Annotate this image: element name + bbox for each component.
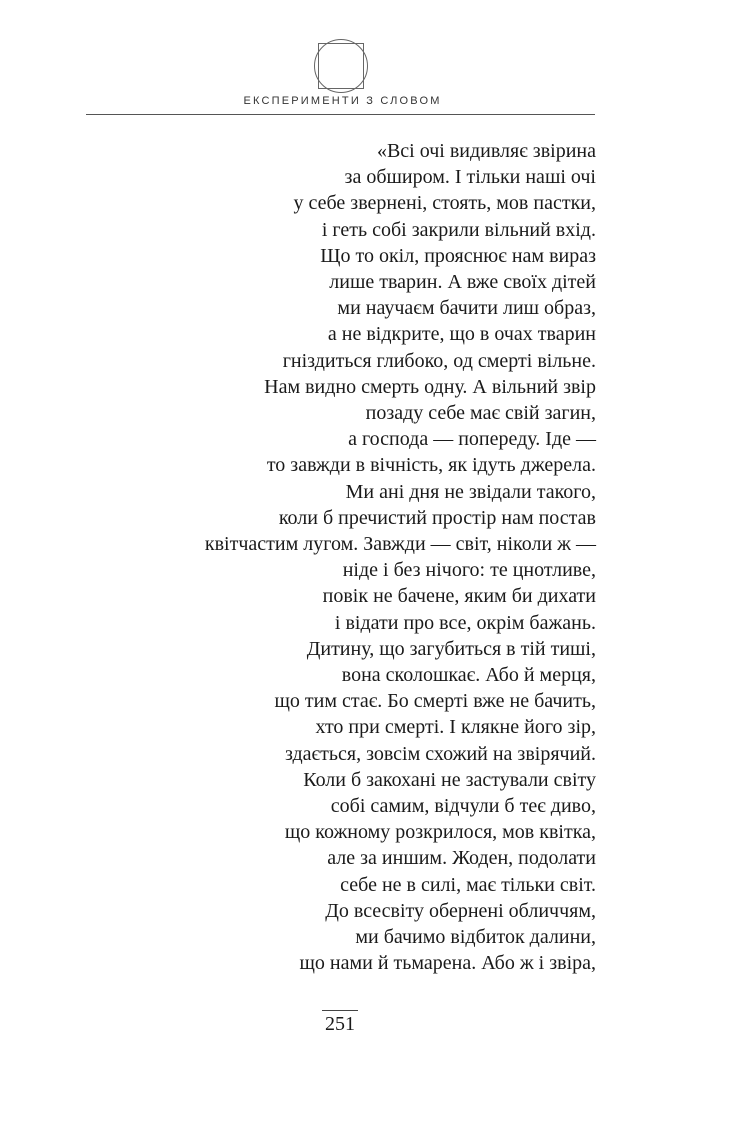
poem-line: квітчастим лугом. Завжди — світ, ніколи ж — bbox=[204, 533, 596, 556]
poem-line: здається, зовсім схожий на звірячий. bbox=[284, 742, 596, 765]
poem-line: собі самим, відчули б теє диво, bbox=[330, 795, 596, 818]
poem-line: повік не бачене, яким би дихати bbox=[322, 585, 596, 608]
running-head: ЕКСПЕРИМЕНТИ З СЛОВОМ bbox=[243, 95, 442, 107]
poem-line: то завжди в вічність, як ідуть джерела. bbox=[266, 454, 596, 477]
poem-line: Коли б закохані не застували світу bbox=[303, 768, 596, 791]
header-rule bbox=[86, 114, 595, 115]
poem-line: що кожному розкрилося, мов квітка, bbox=[284, 821, 596, 844]
poem-line: ми бачимо відбиток далини, bbox=[355, 926, 596, 949]
poem-line: «Всі очі видивляє звірина bbox=[376, 140, 596, 162]
poem-line: коли б пречистий простір нам постав bbox=[278, 506, 596, 529]
poem-line: вона сколошкає. Або й мерця, bbox=[341, 664, 596, 687]
poem-line: за обширом. І тільки наші очі bbox=[344, 166, 596, 189]
poem-line: у себе звернені, стоять, мов пастки, bbox=[293, 192, 596, 215]
poem-line: а не відкрите, що в очах тварин bbox=[327, 323, 596, 346]
poem-line: хто при смерті. І клякне його зір, bbox=[315, 716, 596, 739]
poem-line: і відати про все, окрім бажань. bbox=[334, 611, 596, 634]
poem-line: що нами й тьмарена. Або ж і звіра, bbox=[299, 952, 596, 975]
poem-line: Ми ані дня не звідали такого, bbox=[345, 480, 596, 503]
poem-line: позаду себе має свій загин, bbox=[365, 402, 596, 425]
poem-line: Нам видно смерть одну. А вільний звір bbox=[264, 375, 596, 398]
poem-line: а господа — попереду. Іде — bbox=[348, 428, 596, 451]
poem-line: що тим стає. Бо смерті вже не бачить, bbox=[274, 690, 596, 713]
poem-line: ми научаєм бачити лиш образ, bbox=[337, 297, 596, 320]
poem-line: лише тварин. А вже своїх дітей bbox=[329, 271, 596, 294]
poem-text bbox=[36, 138, 596, 977]
poem-line: Що то окіл, прояснює нам вираз bbox=[320, 244, 596, 267]
page-number: 251 bbox=[325, 1013, 355, 1035]
poem-line: гніздиться глибоко, од смерті вільне. bbox=[282, 349, 596, 372]
page-footer bbox=[300, 1010, 380, 1036]
poem-line: і геть собі закрили вільний вхід. bbox=[321, 218, 596, 241]
poem-line: себе не в силі, має тільки світ. bbox=[340, 873, 596, 896]
poem-line: До всесвіту обернені обличчям, bbox=[325, 899, 596, 922]
circle-square-emblem-icon bbox=[313, 38, 369, 94]
poem-line: ніде і без нічого: те цнотливе, bbox=[342, 559, 596, 582]
poem-line: Дитину, що загубиться в тій тиші, bbox=[306, 637, 596, 660]
page-number-rule bbox=[322, 1010, 358, 1011]
poem-line: але за иншим. Жоден, подолати bbox=[327, 847, 596, 870]
